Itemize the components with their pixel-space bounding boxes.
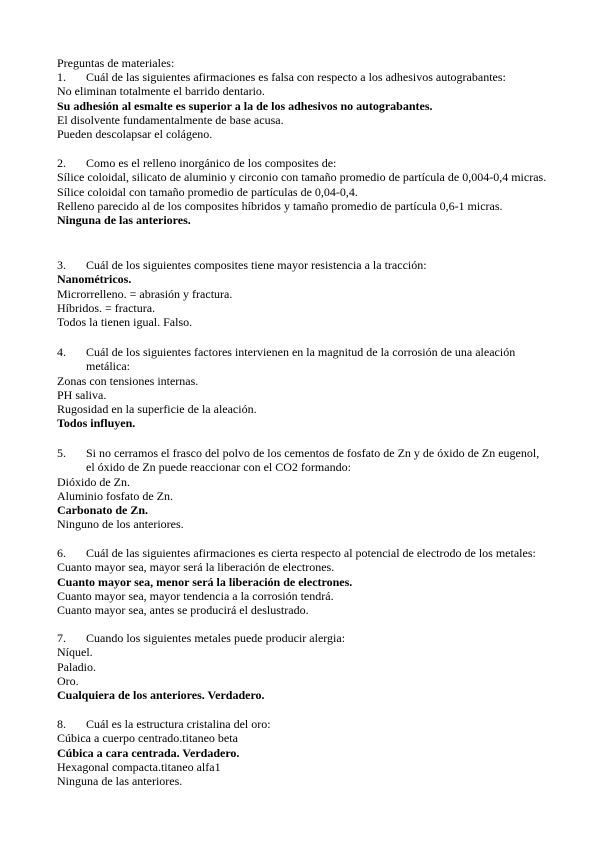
answer-option: El disolvente fundamentalmente de base acusa. — [57, 112, 284, 127]
question-statement: Cuál es la estructura cristalina del oro: — [86, 717, 271, 731]
answer-option: Cuanto mayor sea, mayor tendencia a la corrosión tendrá. — [57, 588, 334, 603]
question-statement: Si no cerramos el frasco del polvo de los cementos de fosfato de Zn y de óxido de Zn eugenol, el óxido de Zn puede reaccionar con el CO2 formando: — [86, 446, 540, 475]
question-1 — [57, 70, 547, 141]
question-text — [57, 446, 547, 475]
question-number: 2. — [57, 156, 66, 170]
question-statement: Como es el relleno inorgánico de los composites de: — [86, 156, 337, 170]
question-number: 6. — [57, 546, 66, 560]
answer-option: Cuanto mayor sea, antes se producirá el deslustrado. — [57, 603, 309, 618]
answer-option: Cúbica a cuerpo centrado.titaneo beta — [57, 731, 238, 746]
answer-option-correct: Todos influyen. — [57, 416, 136, 431]
question-statement: Cuál de los siguientes factores intervienen en la magnitud de la corrosión de una aleación metálica: — [86, 345, 516, 374]
answer-option-correct: Carbonato de Zn. — [57, 503, 149, 518]
answer-option: Aluminio fosfato de Zn. — [57, 488, 173, 503]
answer-option: Ninguno de los anteriores. — [57, 517, 184, 532]
question-6 — [57, 546, 547, 617]
document-title: Preguntas de materiales: — [57, 56, 175, 70]
question-number: 7. — [57, 631, 66, 645]
answer-option: Pueden descolapsar el colágeno. — [57, 127, 213, 142]
question-2 — [57, 156, 547, 227]
answer-option: Zonas con tensiones internas. — [57, 373, 199, 388]
question-text — [57, 546, 547, 560]
question-3 — [57, 258, 547, 329]
question-5 — [57, 446, 547, 532]
question-text — [57, 717, 547, 731]
question-statement: Cuando los siguientes metales puede producir alergia: — [86, 631, 346, 645]
question-number: 4. — [57, 345, 66, 359]
question-statement: Cuál de los siguientes composites tiene mayor resistencia a la tracción: — [86, 258, 427, 272]
question-number: 5. — [57, 446, 66, 460]
answer-option: Sílice coloidal con tamaño promedio de partículas de 0,04-0,4. — [57, 184, 358, 199]
answer-option: No eliminan totalmente el barrido dentario. — [57, 84, 265, 99]
answer-option: Paladio. — [57, 659, 96, 674]
question-statement: Cuál de las siguientes afirmaciones es cierta respecto al potencial de electrodo de los metales: — [86, 546, 536, 560]
answer-option-correct: Cúbica a cara centrada. Verdadero. — [57, 745, 240, 760]
answer-option-correct: Cualquiera de los anteriores. Verdadero. — [57, 688, 265, 703]
answer-option: Híbridos. = fractura. — [57, 300, 156, 315]
answer-option-correct: Nanométricos. — [57, 272, 132, 287]
question-text — [57, 631, 547, 645]
question-text — [57, 258, 547, 272]
answer-option-correct: Cuanto mayor sea, menor será la liberación de electrones. — [57, 574, 353, 589]
question-number: 8. — [57, 717, 66, 731]
answer-option: Ninguna de las anteriores. — [57, 774, 183, 789]
question-number: 1. — [57, 70, 66, 84]
answer-option-correct: Su adhesión al esmalte es superior a la de los adhesivos no autograbantes. — [57, 98, 433, 113]
answer-option: Rugosidad en la superficie de la aleación. — [57, 402, 257, 417]
answer-option: Relleno parecido al de los composites híbridos y tamaño promedio de partícula 0,6-1 micras. — [57, 198, 503, 213]
question-text — [57, 70, 547, 84]
answer-option: Sílice coloidal, silicato de aluminio y circonio con tamaño promedio de partícula de 0,004-0,4 micras. — [57, 170, 547, 185]
question-8 — [57, 717, 547, 788]
answer-option: Dióxido de Zn. — [57, 474, 130, 489]
answer-option: Oro. — [57, 673, 79, 688]
question-number: 3. — [57, 258, 66, 272]
question-statement: Cuál de las siguientes afirmaciones es falsa con respecto a los adhesivos autograbantes: — [86, 70, 506, 84]
answer-option-correct: Ninguna de las anteriores. — [57, 213, 191, 228]
question-7 — [57, 631, 547, 702]
answer-option: Hexagonal compacta.titaneo alfa1 — [57, 759, 221, 774]
answer-option: Cuanto mayor sea, mayor será la liberación de electrones. — [57, 560, 335, 575]
answer-option: PH saliva. — [57, 387, 107, 402]
question-4 — [57, 345, 547, 431]
question-text — [57, 156, 547, 170]
answer-option: Todos la tienen igual. Falso. — [57, 315, 193, 330]
answer-option: Níquel. — [57, 645, 93, 660]
question-text — [57, 345, 547, 374]
answer-option: Microrrelleno. = abrasión y fractura. — [57, 286, 233, 301]
